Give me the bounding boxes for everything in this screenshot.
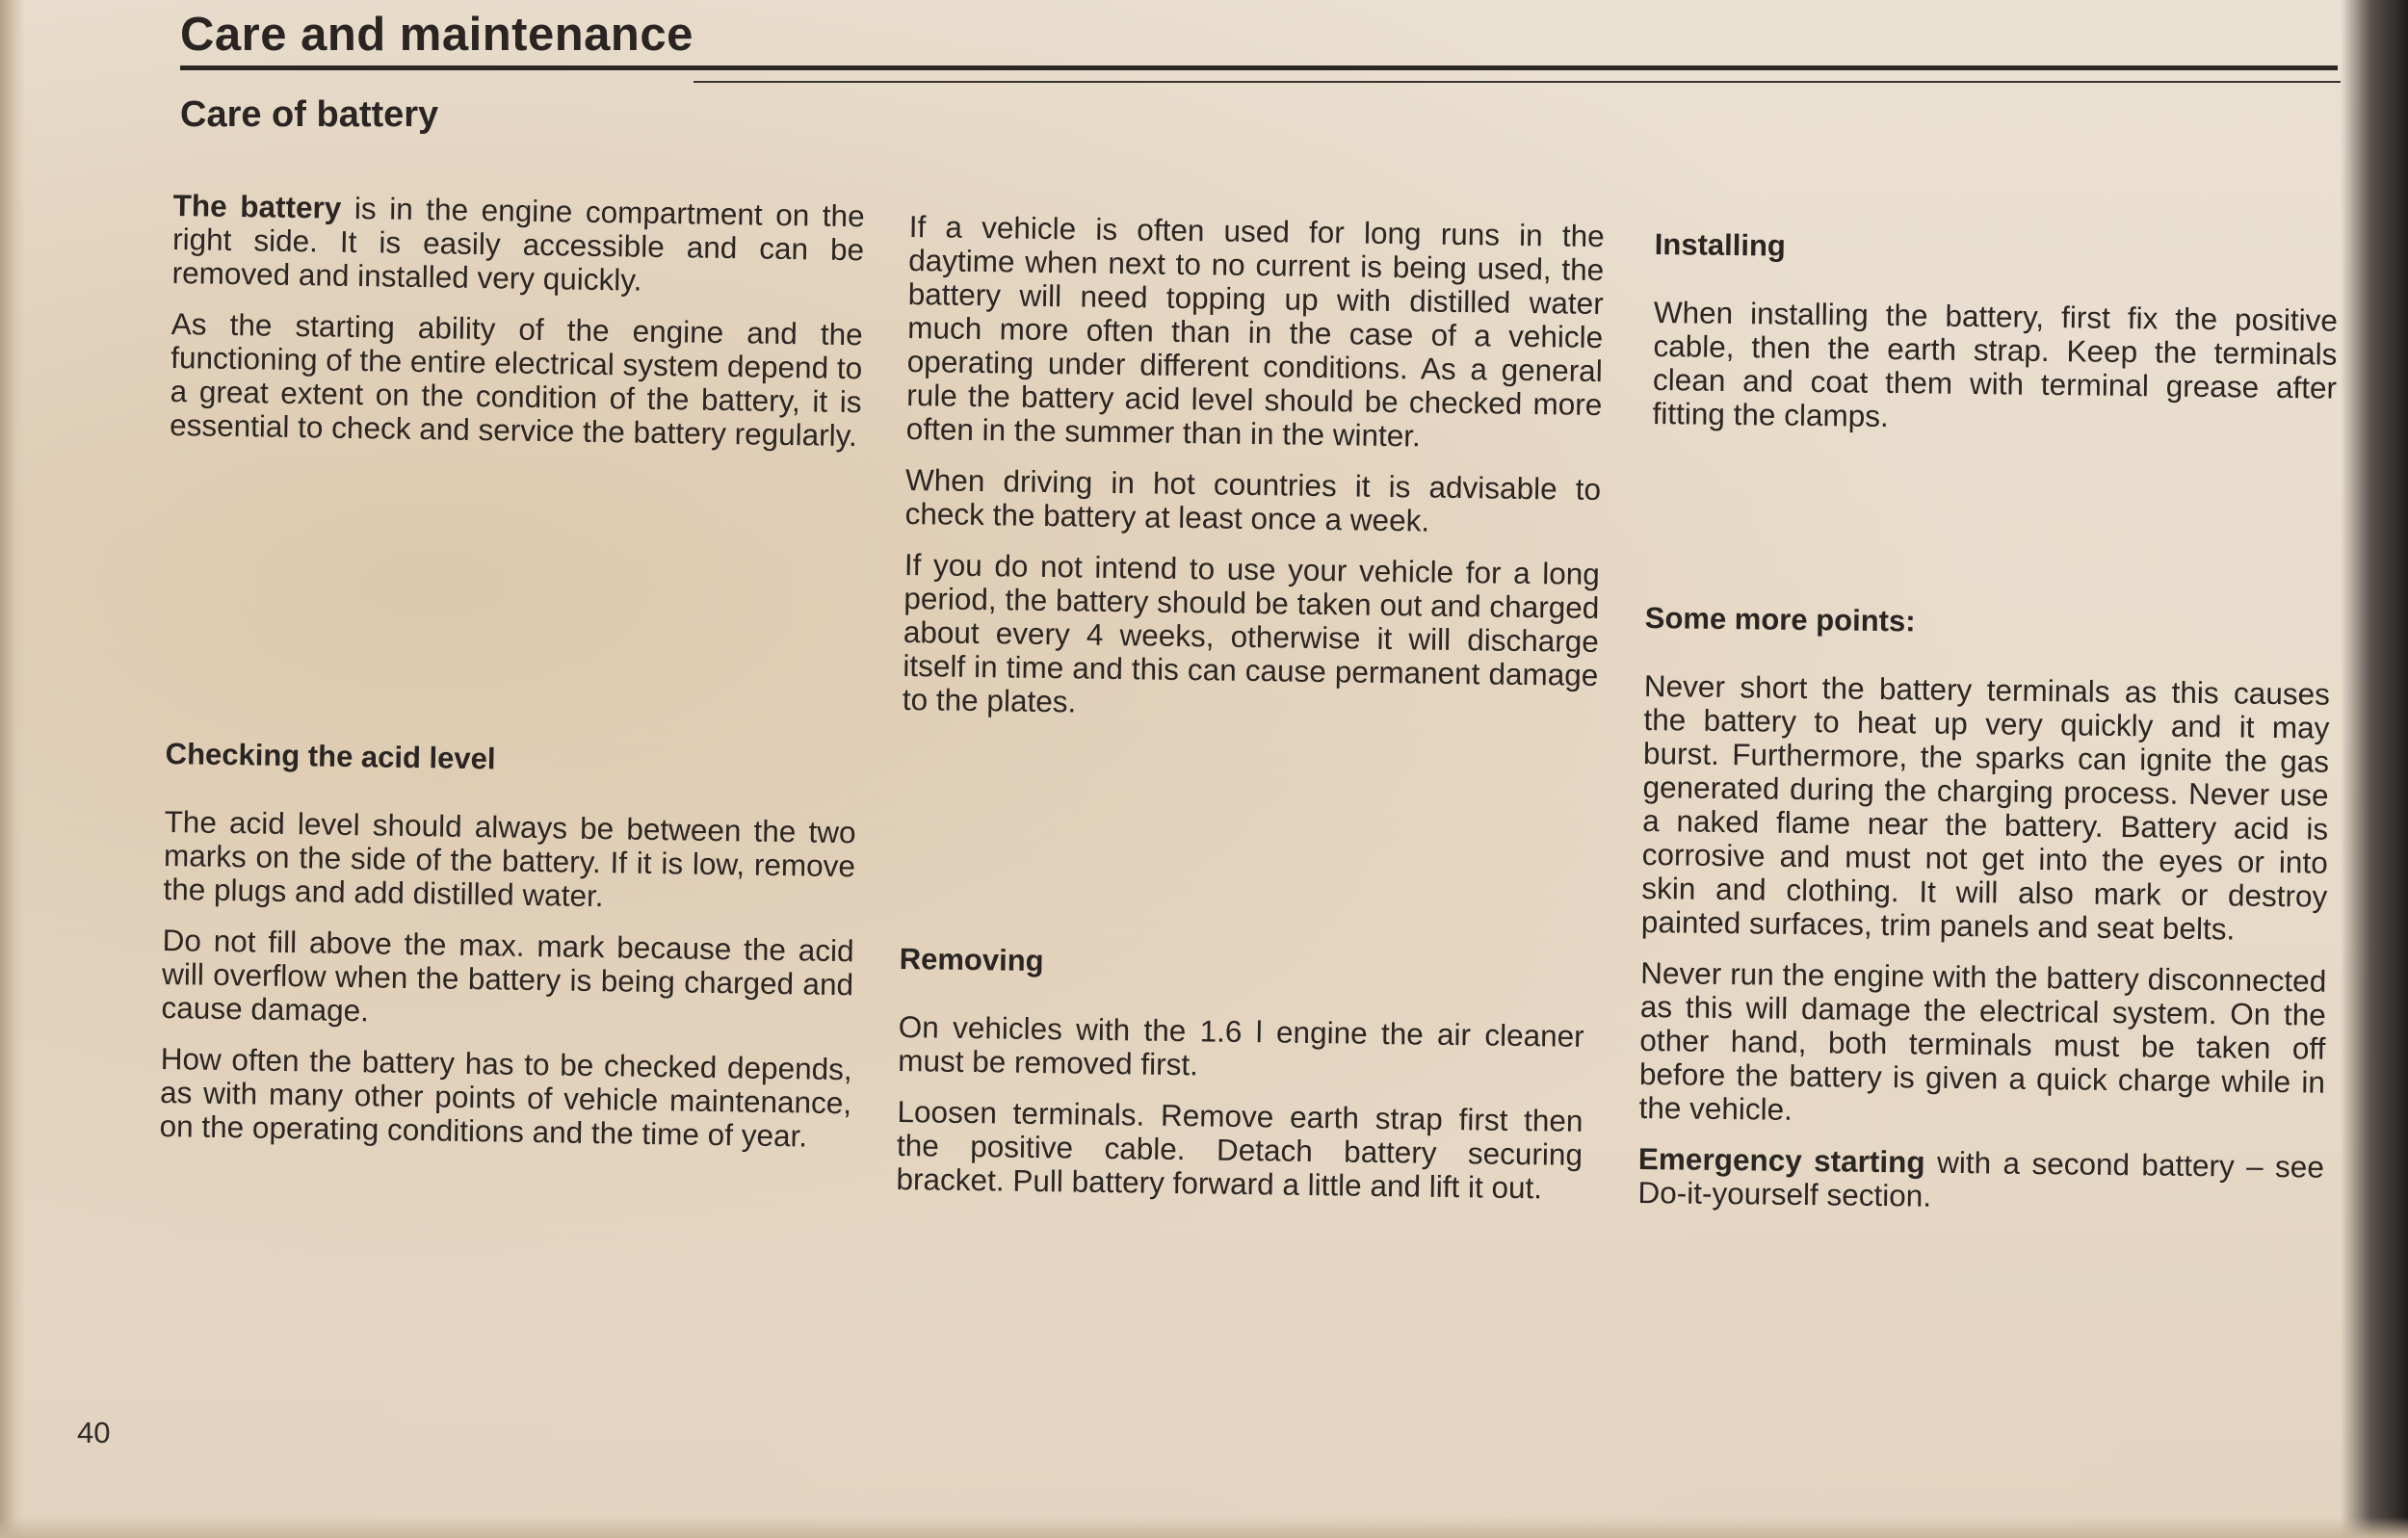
column-3-installing [1652,227,2339,456]
emergency-text: with a second battery – see Do-it-yourself section. [1637,1144,2325,1213]
acid-paragraph-1: The acid level should always be between the two marks on the side of the battery. If it is low, remove the plugs and add distilled water. [163,803,856,914]
more-points-paragraph-1: Never short the battery terminals as this causes the battery to heat up very quickly and it may burst. Furthermore, the sparks can ignite the gas generated during the charging process. Never use a naked flame near the battery. Battery acid is corrosive and must not get into the eyes or into skin and clothing. It will also mark or destroy painted surfaces, trim panels and seat belts. [1640,667,2331,947]
page-subtitle: Care of battery [180,94,439,135]
column-1-intro [170,189,865,470]
column-3-more-points [1637,601,2331,1236]
page-binding-shadow [0,0,25,1538]
removing-paragraph-1: On vehicles with the 1.6 l engine the air cleaner must be removed first. [898,1008,1584,1082]
heading-some-more-points: Some more points: [1644,601,1916,639]
page-bottom-edge [0,1517,2408,1538]
heading-installing: Installing [1654,227,1787,263]
page-number: 40 [77,1416,111,1449]
intro-paragraph [171,189,865,300]
column-2-usage [902,210,1605,743]
removing-paragraph-2: Loosen terminals. Remove earth strap first then the positive cable. Detach battery securing bracket. Pull battery forward a little and lift it out. [896,1093,1584,1206]
intro-text: is in the engine compartment on the right side. It is easily accessible and can be removed and installed very quickly. [171,190,865,298]
intro-lead: The battery [172,188,342,225]
column-1-acid-level [159,737,857,1171]
usage-paragraph-2: When driving in hot countries it is advisable to check the battery at least once a week. [904,461,1602,538]
section-title: Care and maintenance [180,9,694,61]
usage-paragraph-3: If you do not intend to use your vehicle for a long period, the battery should be taken out and charged about every 4 weeks, otherwise it will discharge itself in time and this can cause permanent damage to the plates. [902,546,1601,719]
page-edge-shadow [2341,0,2408,1538]
usage-paragraph-1: If a vehicle is often used for long runs in the daytime when next to no current is being used, the battery will need topping up with distilled water much more often than in the case of a vehicle operating under different conditions. As a general rule the battery acid level should be checked more often in the summer than in the winter. [905,209,1605,454]
installing-paragraph: When installing the battery, first fix the positive cable, then the earth strap. Keep the terminals clean and coat them with terminal grease after fitting the clamps. [1652,294,2339,433]
more-points-paragraph-2: Never run the engine with the battery disconnected as this will damage the electrical system. On the other hand, both terminals must be taken off before the battery is given a quick charge while in the vehicle. [1638,954,2327,1127]
header-rule-secondary [694,81,2341,83]
importance-paragraph: As the starting ability of the engine and the functioning of the entire electrical system depend to a great extent on the condition of the battery, it is essential to check and service the battery regularly. [169,305,863,454]
heading-checking-acid-level: Checking the acid level [165,737,496,776]
acid-paragraph-2: Do not fill above the max. mark because the acid will overflow when the battery is being charged and cause damage. [161,922,854,1029]
emergency-paragraph [1637,1142,2324,1218]
heading-removing: Removing [899,942,1044,978]
column-2-removing [896,942,1585,1223]
acid-paragraph-3: How often the battery has to be checked depends, as with many other points of vehicle maintenance, on the operating conditions and the time of year. [159,1040,852,1154]
emergency-lead: Emergency starting [1637,1140,1925,1180]
header-rule [180,65,2338,70]
